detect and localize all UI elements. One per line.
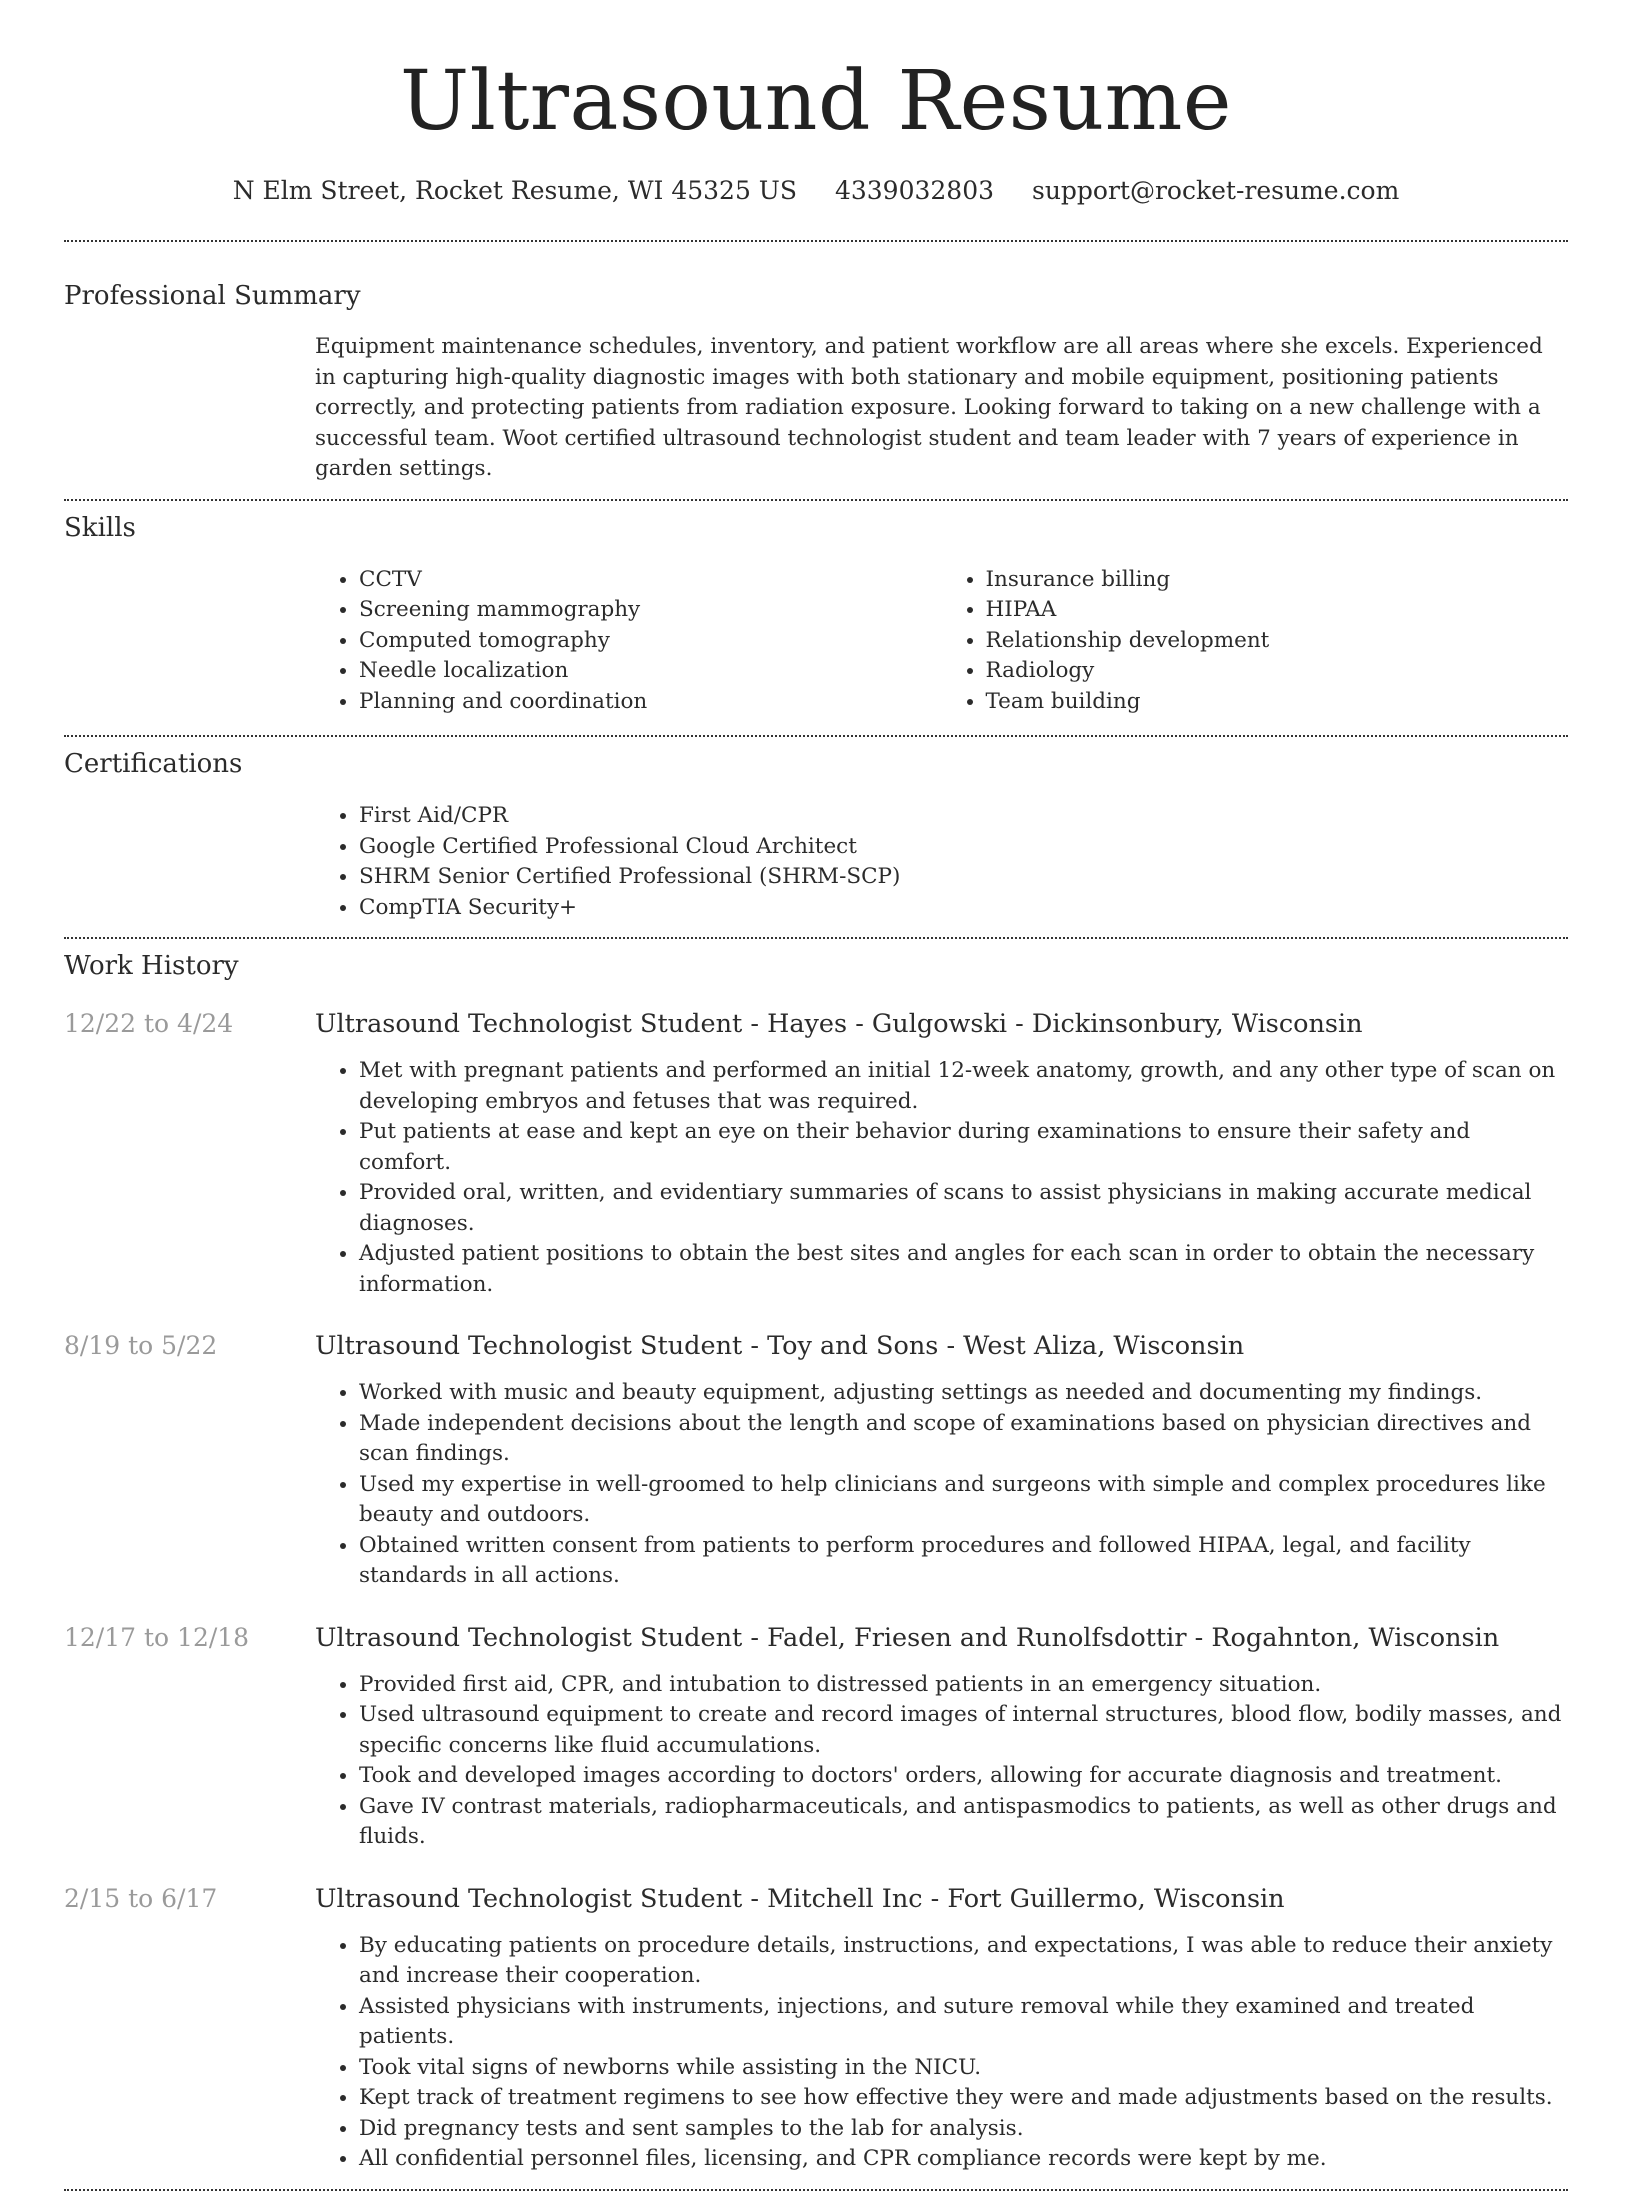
certification-item: • SHRM Senior Certified Professional (SHRM-SCP) xyxy=(359,862,1568,893)
job-entry xyxy=(64,1622,1568,1853)
certifications-heading: Certifications xyxy=(64,749,243,779)
job-dates: 12/17 to 12/18 xyxy=(64,1622,250,1652)
job-bullet: • Assisted physicians with instruments, injections, and suture removal while they examined and treated patients. xyxy=(359,1992,1568,2053)
job-bullet: • Provided oral, written, and evidentiary summaries of scans to assist physicians in making accurate medical diagnoses. xyxy=(359,1178,1568,1239)
job-bullet: • Used ultrasound equipment to create and record images of internal structures, blood flow, bodily masses, and specific concerns like fluid accumulations. xyxy=(359,1700,1568,1761)
job-bullet: • Adjusted patient positions to obtain the best sites and angles for each scan in order to obtain the necessary information. xyxy=(359,1239,1568,1300)
skill-item: • Relationship development xyxy=(986,626,1569,657)
job-title: Ultrasound Technologist Student - Fadel, Friesen and Runolfsdottir - Rogahnton, Wisconsin xyxy=(315,1622,1500,1653)
skill-item: • Team building xyxy=(986,687,1569,718)
section-divider xyxy=(64,937,1568,939)
work-history-heading: Work History xyxy=(64,951,239,981)
job-bullet: • Provided first aid, CPR, and intubation to distressed patients in an emergency situation. xyxy=(359,1670,1568,1701)
job-bullets xyxy=(315,1670,1568,1853)
skill-item: • Screening mammography xyxy=(359,595,942,626)
skills-column-left xyxy=(315,565,942,718)
skill-item: • CCTV xyxy=(359,565,942,596)
skills-heading: Skills xyxy=(64,512,136,543)
job-bullets xyxy=(315,1056,1568,1300)
job-bullet: • Took and developed images according to doctors' orders, allowing for accurate diagnosis and treatment. xyxy=(359,1761,1568,1792)
contact-email: support@rocket-resume.com xyxy=(1031,176,1400,205)
skill-item: • Planning and coordination xyxy=(359,687,942,718)
job-entry xyxy=(64,1883,1568,2175)
job-bullet: • All confidential personnel files, licensing, and CPR compliance records were kept by me. xyxy=(359,2144,1568,2175)
job-dates: 12/22 to 4/24 xyxy=(64,1009,234,1038)
job-dates: 2/15 to 6/17 xyxy=(64,1883,218,1913)
job-title: Ultrasound Technologist Student - Mitchell Inc - Fort Guillermo, Wisconsin xyxy=(315,1883,1285,1914)
summary-text: Equipment maintenance schedules, inventory, and patient workflow are all areas where she excels. Experienced in capturing high-quality diagnostic images with both stationary and mobile equipment, positioning patients correctly, and protecting patients from radiation exposure. Looking forward to taking on a new challenge with a successful team. Woot certified ultrasound technologist student and team leader with 7 years of experience in garden settings. xyxy=(315,334,1543,481)
section-divider xyxy=(64,2189,1568,2191)
section-divider xyxy=(64,735,1568,737)
skill-item: • Radiology xyxy=(986,656,1569,687)
job-bullet: • Made independent decisions about the length and scope of examinations based on physician directives and scan findings. xyxy=(359,1409,1568,1470)
skills-column-right xyxy=(942,565,1569,718)
job-bullet: • Put patients at ease and kept an eye on their behavior during examinations to ensure their safety and comfort. xyxy=(359,1117,1568,1178)
summary-heading: Professional Summary xyxy=(64,281,361,311)
job-title: Ultrasound Technologist Student - Toy and Sons - West Aliza, Wisconsin xyxy=(315,1331,1245,1361)
job-entry xyxy=(64,1330,1568,1592)
job-bullet: • Took vital signs of newborns while assisting in the NICU. xyxy=(359,2053,1568,2084)
certification-item: • CompTIA Security+ xyxy=(359,893,1568,924)
job-dates: 8/19 to 5/22 xyxy=(64,1331,218,1360)
job-bullet: • By educating patients on procedure details, instructions, and expectations, I was able to reduce their anxiety and increase their cooperation. xyxy=(359,1931,1568,1992)
contact-address: N Elm Street, Rocket Resume, WI 45325 US xyxy=(232,176,798,205)
certification-item: • First Aid/CPR xyxy=(359,801,1568,832)
job-bullet: • Met with pregnant patients and performed an initial 12-week anatomy, growth, and any other type of scan on developing embryos and fetuses that was required. xyxy=(359,1056,1568,1117)
skill-item: • HIPAA xyxy=(986,595,1569,626)
resume-page xyxy=(64,0,1568,2171)
section-divider xyxy=(64,499,1568,501)
certification-item: • Google Certified Professional Cloud Architect xyxy=(359,832,1568,863)
job-bullet: • Kept track of treatment regimens to see how effective they were and made adjustments based on the results. xyxy=(359,2083,1568,2114)
job-bullet: • Gave IV contrast materials, radiopharmaceuticals, and antispasmodics to patients, as well as other drugs and fluids. xyxy=(359,1792,1568,1853)
job-bullet: • Did pregnancy tests and sent samples to the lab for analysis. xyxy=(359,2114,1568,2145)
certifications-list xyxy=(315,801,1568,923)
resume-title: Ultrasound Resume xyxy=(400,54,1232,149)
contact-phone: 4339032803 xyxy=(834,176,995,205)
job-bullets xyxy=(315,1378,1568,1592)
job-bullets xyxy=(315,1931,1568,2175)
job-bullet: • Used my expertise in well-groomed to help clinicians and surgeons with simple and complex procedures like beauty and outdoors. xyxy=(359,1470,1568,1531)
contact-line xyxy=(64,176,1568,206)
section-divider xyxy=(64,240,1568,242)
skill-item: • Needle localization xyxy=(359,656,942,687)
job-bullet: • Obtained written consent from patients to perform procedures and followed HIPAA, legal, and facility standards in all actions. xyxy=(359,1531,1568,1592)
job-entry xyxy=(64,1008,1568,1300)
skill-item: • Insurance billing xyxy=(986,565,1569,596)
skill-item: • Computed tomography xyxy=(359,626,942,657)
job-title: Ultrasound Technologist Student - Hayes - Gulgowski - Dickinsonbury, Wisconsin xyxy=(315,1009,1363,1039)
skills-list xyxy=(315,565,1568,718)
job-bullet: • Worked with music and beauty equipment, adjusting settings as needed and documenting my findings. xyxy=(359,1378,1568,1409)
